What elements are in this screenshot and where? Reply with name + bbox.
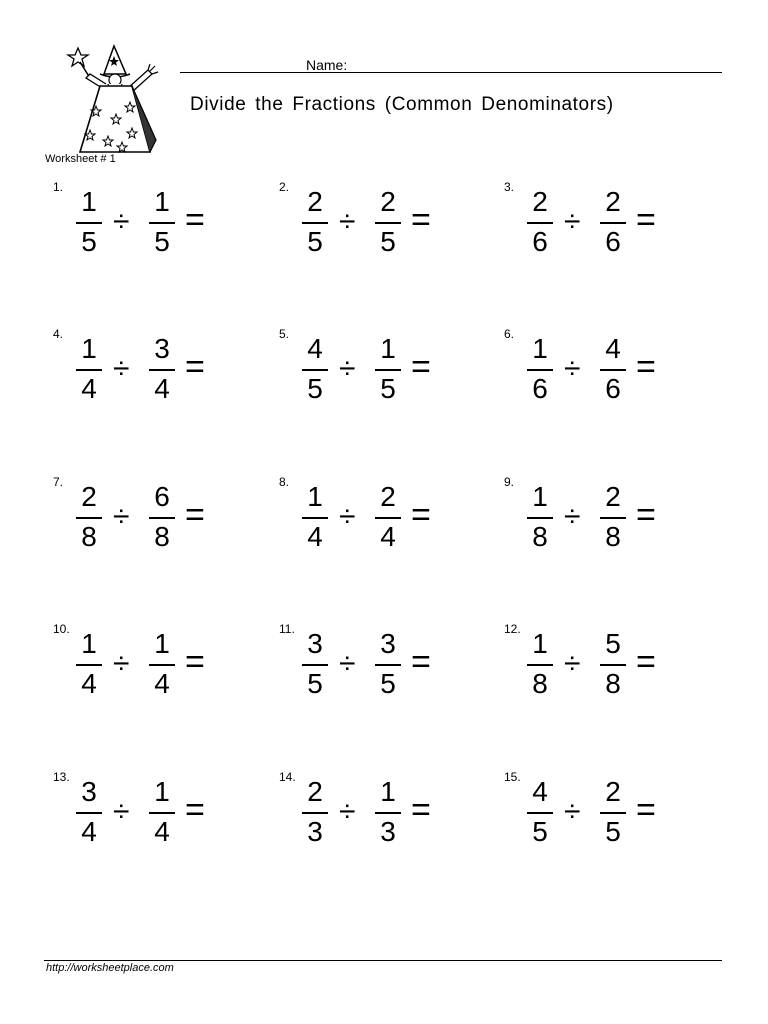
divide-sign: ÷	[339, 795, 356, 828]
problem-1	[55, 180, 255, 300]
denominator: 5	[605, 816, 621, 847]
denominator: 5	[380, 226, 396, 257]
problem-number: 13.	[53, 770, 70, 784]
problem-7	[55, 475, 255, 595]
denominator: 4	[154, 668, 170, 699]
numerator: 2	[605, 481, 621, 512]
denominator: 8	[605, 668, 621, 699]
problem-12	[506, 622, 706, 742]
fraction-bar	[527, 517, 553, 519]
equals-sign: =	[636, 496, 656, 534]
fraction-bar	[527, 222, 553, 224]
fraction-bar	[600, 369, 626, 371]
fraction-bar	[375, 812, 401, 814]
divide-sign: ÷	[339, 352, 356, 385]
divide-sign: ÷	[564, 205, 581, 238]
numerator: 1	[81, 186, 97, 217]
denominator: 4	[380, 521, 396, 552]
numerator: 4	[307, 333, 323, 364]
wizard-illustration	[60, 44, 170, 156]
denominator: 6	[532, 226, 548, 257]
divide-sign: ÷	[113, 205, 130, 238]
divide-sign: ÷	[113, 795, 130, 828]
worksheet-title: Divide the Fractions (Common Denominators)	[190, 94, 614, 115]
problem-5	[281, 327, 481, 447]
fraction-bar	[76, 517, 102, 519]
denominator: 4	[81, 816, 97, 847]
fraction-bar	[149, 369, 175, 371]
fraction-bar	[600, 664, 626, 666]
denominator: 3	[307, 816, 323, 847]
denominator: 5	[307, 373, 323, 404]
denominator: 5	[380, 373, 396, 404]
denominator: 8	[605, 521, 621, 552]
divide-sign: ÷	[564, 795, 581, 828]
denominator: 5	[532, 816, 548, 847]
numerator: 1	[532, 481, 548, 512]
denominator: 4	[81, 373, 97, 404]
denominator: 4	[154, 373, 170, 404]
numerator: 1	[532, 628, 548, 659]
numerator: 2	[307, 776, 323, 807]
numerator: 3	[380, 628, 396, 659]
fraction-bar	[600, 812, 626, 814]
problem-number: 5.	[279, 327, 290, 341]
equals-sign: =	[411, 201, 431, 239]
problem-number: 6.	[504, 327, 515, 341]
numerator: 3	[307, 628, 323, 659]
divide-sign: ÷	[339, 647, 356, 680]
equals-sign: =	[185, 791, 205, 829]
wizard-icon	[60, 44, 170, 156]
worksheet-number: Worksheet # 1	[45, 153, 116, 165]
numerator: 3	[81, 776, 97, 807]
fraction-bar	[527, 664, 553, 666]
equals-sign: =	[411, 496, 431, 534]
problem-8	[281, 475, 481, 595]
numerator: 2	[307, 186, 323, 217]
numerator: 1	[532, 333, 548, 364]
fraction-bar	[375, 369, 401, 371]
problem-6	[506, 327, 706, 447]
problem-4	[55, 327, 255, 447]
numerator: 4	[532, 776, 548, 807]
divide-sign: ÷	[113, 647, 130, 680]
problem-number: 15.	[504, 770, 521, 784]
problem-number: 9.	[504, 475, 515, 489]
equals-sign: =	[185, 496, 205, 534]
divide-sign: ÷	[113, 500, 130, 533]
fraction-bar	[149, 517, 175, 519]
divide-sign: ÷	[113, 352, 130, 385]
footer-divider	[44, 960, 722, 961]
numerator: 5	[605, 628, 621, 659]
fraction-bar	[302, 517, 328, 519]
denominator: 3	[380, 816, 396, 847]
denominator: 5	[81, 226, 97, 257]
fraction-bar	[76, 369, 102, 371]
problem-11	[281, 622, 481, 742]
denominator: 8	[81, 521, 97, 552]
fraction-bar	[149, 812, 175, 814]
numerator: 1	[380, 333, 396, 364]
equals-sign: =	[185, 643, 205, 681]
numerator: 1	[154, 776, 170, 807]
denominator: 4	[154, 816, 170, 847]
numerator: 2	[605, 776, 621, 807]
divide-sign: ÷	[564, 647, 581, 680]
numerator: 2	[380, 186, 396, 217]
problem-number: 7.	[53, 475, 64, 489]
footer-url: http://worksheetplace.com	[46, 962, 174, 974]
fraction-bar	[149, 222, 175, 224]
problem-number: 4.	[53, 327, 64, 341]
numerator: 1	[154, 186, 170, 217]
divide-sign: ÷	[564, 352, 581, 385]
numerator: 1	[81, 628, 97, 659]
fraction-bar	[375, 517, 401, 519]
numerator: 2	[380, 481, 396, 512]
equals-sign: =	[185, 348, 205, 386]
divide-sign: ÷	[564, 500, 581, 533]
numerator: 1	[154, 628, 170, 659]
problem-9	[506, 475, 706, 595]
problem-number: 1.	[53, 180, 64, 194]
denominator: 6	[605, 226, 621, 257]
denominator: 5	[380, 668, 396, 699]
fraction-bar	[76, 222, 102, 224]
denominator: 6	[605, 373, 621, 404]
fraction-bar	[302, 664, 328, 666]
fraction-bar	[600, 517, 626, 519]
fraction-bar	[76, 812, 102, 814]
denominator: 4	[81, 668, 97, 699]
denominator: 8	[532, 668, 548, 699]
problem-14	[281, 770, 481, 890]
fraction-bar	[375, 664, 401, 666]
fraction-bar	[76, 664, 102, 666]
equals-sign: =	[636, 348, 656, 386]
fraction-bar	[302, 222, 328, 224]
numerator: 1	[81, 333, 97, 364]
divide-sign: ÷	[339, 500, 356, 533]
problem-3	[506, 180, 706, 300]
numerator: 6	[154, 481, 170, 512]
fraction-bar	[302, 812, 328, 814]
denominator: 6	[532, 373, 548, 404]
problem-10	[55, 622, 255, 742]
problem-number: 11.	[279, 622, 295, 636]
problem-number: 8.	[279, 475, 290, 489]
equals-sign: =	[411, 643, 431, 681]
numerator: 4	[605, 333, 621, 364]
fraction-bar	[527, 812, 553, 814]
problem-number: 12.	[504, 622, 521, 636]
problem-number: 10.	[53, 622, 70, 636]
denominator: 5	[154, 226, 170, 257]
equals-sign: =	[636, 201, 656, 239]
fraction-bar	[149, 664, 175, 666]
equals-sign: =	[411, 348, 431, 386]
fraction-bar	[375, 222, 401, 224]
equals-sign: =	[411, 791, 431, 829]
problem-15	[506, 770, 706, 890]
name-field-line[interactable]	[180, 70, 722, 73]
problem-number: 2.	[279, 180, 290, 194]
denominator: 5	[307, 668, 323, 699]
numerator: 1	[380, 776, 396, 807]
numerator: 2	[532, 186, 548, 217]
name-label: Name:	[306, 57, 348, 73]
numerator: 3	[154, 333, 170, 364]
denominator: 8	[154, 521, 170, 552]
problem-2	[281, 180, 481, 300]
divide-sign: ÷	[339, 205, 356, 238]
fraction-bar	[302, 369, 328, 371]
problem-number: 14.	[279, 770, 296, 784]
denominator: 8	[532, 521, 548, 552]
problem-13	[55, 770, 255, 890]
problem-number: 3.	[504, 180, 515, 194]
fraction-bar	[600, 222, 626, 224]
numerator: 2	[605, 186, 621, 217]
equals-sign: =	[636, 791, 656, 829]
denominator: 5	[307, 226, 323, 257]
equals-sign: =	[185, 201, 205, 239]
denominator: 4	[307, 521, 323, 552]
equals-sign: =	[636, 643, 656, 681]
numerator: 2	[81, 481, 97, 512]
fraction-bar	[527, 369, 553, 371]
numerator: 1	[307, 481, 323, 512]
